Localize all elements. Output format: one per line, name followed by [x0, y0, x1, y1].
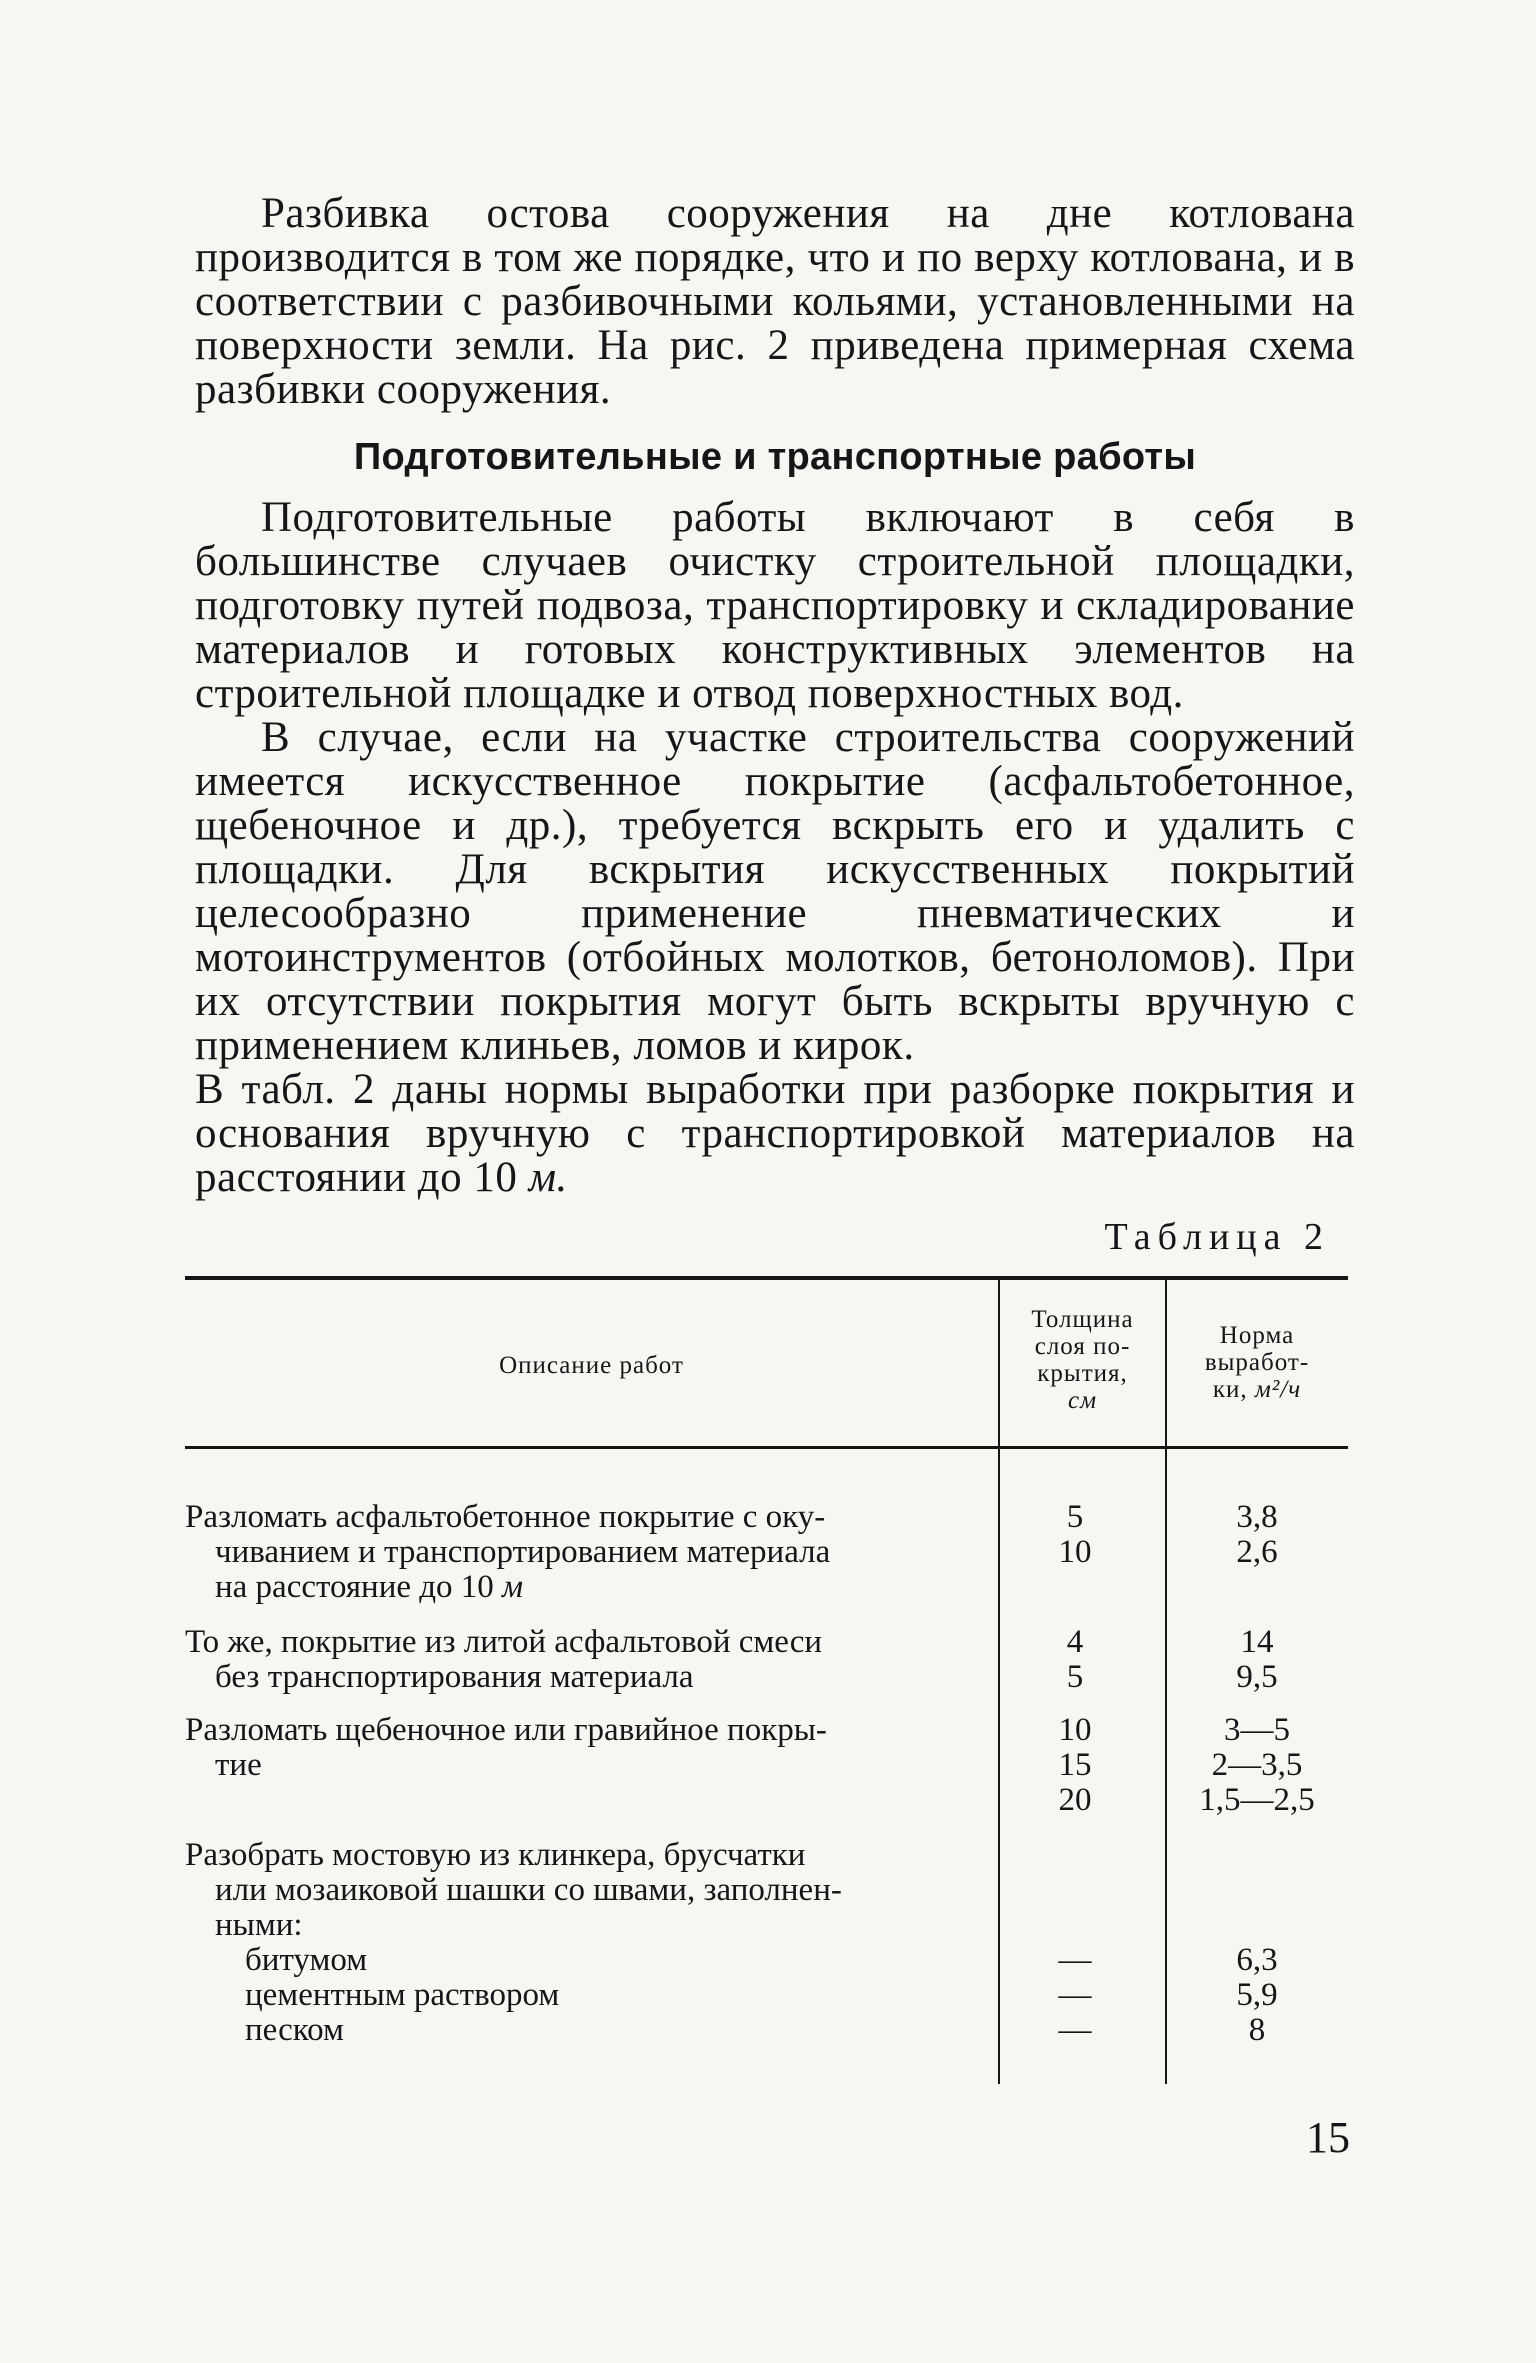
- table-row-4-sub-item: песком: [245, 2012, 344, 2048]
- table-row-4-thickness: [1000, 1943, 1150, 2048]
- table-row-4-description: [185, 1838, 975, 2048]
- header-norm-line: Норма: [1219, 1322, 1295, 1349]
- table-row-1-norm: [1167, 1500, 1347, 1570]
- table-row-2-thickness: [1000, 1625, 1150, 1695]
- norm-value: 8: [1248, 2012, 1266, 2048]
- norm-value: 3—5: [1224, 1712, 1290, 1748]
- header-norm: [1167, 1322, 1347, 1403]
- table-row-2-line: То же, покрытие из литой асфальтовой смеси: [185, 1624, 823, 1660]
- header-norm-line: выработ-: [1204, 1349, 1310, 1376]
- table-row-4-line: ными:: [215, 1907, 303, 1943]
- paragraph-3: В случае, если на участке строительства сооружений имеется искусственное покрытие (асфальтобетонное, щебеночное и др.), требуется вскрыть его и удалить с площадки. Для вскрытия искусственных покрытий целесообразно применение пневматических и мотоинструментов (отбойных молотков, бетоноломов). При их отсутствии покрытия могут быть вскрыты вручную с применением клиньев, ломов и кирок.: [195, 714, 1355, 1069]
- table-row-3-line: Разломать щебеночное или гравийное покры-: [185, 1712, 827, 1748]
- header-norm-line: ки,: [1212, 1376, 1248, 1403]
- paragraph-4-text: В табл. 2 даны нормы выработки при разборке покрытия и основания вручную с транспортировкой материалов на расстоянии до 10: [195, 1066, 1355, 1201]
- table-row-1-line: Разломать асфальтобетонное покрытие с оку-: [185, 1499, 826, 1535]
- table-row-4-line: или мозаиковой шашки со швами, заполнен-: [215, 1872, 842, 1908]
- header-norm-unit: м²/ч: [1254, 1376, 1302, 1403]
- page-number: 15: [1306, 2113, 1350, 2162]
- thickness-value: 10: [1058, 1712, 1092, 1748]
- paragraph-4-unit: м.: [528, 1154, 568, 1201]
- header-thickness: [1000, 1306, 1165, 1414]
- thickness-value: —: [1058, 1977, 1092, 2013]
- thickness-value: 20: [1058, 1782, 1092, 1818]
- norm-value: 1,5—2,5: [1199, 1782, 1315, 1818]
- thickness-value: —: [1058, 2012, 1092, 2048]
- section-heading: Подготовительные и транспортные работы: [353, 436, 1197, 478]
- table-row-1-description: [185, 1500, 975, 1605]
- thickness-value: —: [1058, 1942, 1092, 1978]
- norm-value: 2,6: [1236, 1534, 1278, 1570]
- thickness-value: 5: [1066, 1499, 1084, 1535]
- thickness-value: 5: [1066, 1659, 1084, 1695]
- thickness-value: 10: [1058, 1534, 1092, 1570]
- table-row-1-thickness: [1000, 1500, 1150, 1570]
- table-caption: Таблица 2: [1104, 1216, 1330, 1258]
- paragraph-2: Подготовительные работы включают в себя в большинстве случаев очистку строительной площадки, подготовку путей подвоза, транспортировку и складирование материалов и готовых конструктивных элементов на строительной площадке и отвод поверхностных вод.: [195, 494, 1355, 717]
- norm-value: 9,5: [1236, 1659, 1278, 1695]
- paragraph-1-block: [195, 192, 1355, 412]
- table-row-4-sub-item: цементным раствором: [245, 1977, 560, 2013]
- norm-value: 14: [1240, 1624, 1274, 1660]
- table-row-1-line: чиванием и транспортированием материала: [215, 1534, 831, 1570]
- table-row-2-line: без транспортирования материала: [215, 1659, 694, 1695]
- header-thickness-line: Толщина: [1031, 1306, 1134, 1333]
- table-row-1-line-text: на расстояние до 10: [215, 1569, 503, 1605]
- table-row-2-description: [185, 1625, 975, 1695]
- norm-value: 3,8: [1236, 1499, 1278, 1535]
- table-top-rule: [185, 1276, 1348, 1280]
- table-header-rule: [185, 1446, 1348, 1449]
- header-description: Описание работ: [499, 1352, 684, 1379]
- table-row-1-unit: м: [502, 1569, 524, 1605]
- header-thickness-unit: см: [1067, 1387, 1098, 1414]
- paragraphs-block: [195, 496, 1355, 1200]
- norm-value: 2—3,5: [1211, 1747, 1303, 1783]
- table-row-2-norm: [1167, 1625, 1347, 1695]
- table-row-3-description: [185, 1713, 975, 1783]
- thickness-value: 15: [1058, 1747, 1092, 1783]
- header-thickness-line: крытия,: [1037, 1360, 1128, 1387]
- table-row-4-norm: [1167, 1943, 1347, 2048]
- norm-value: 5,9: [1236, 1977, 1278, 2013]
- paragraph-4: [195, 1068, 1355, 1200]
- table-row-3-norm: [1167, 1713, 1347, 1818]
- norm-value: 6,3: [1236, 1942, 1278, 1978]
- table-row-4-line: Разобрать мостовую из клинкера, брусчатки: [185, 1837, 806, 1873]
- header-thickness-line: слоя по-: [1034, 1333, 1131, 1360]
- table-row-1-line: [185, 1570, 975, 1605]
- table-row-3-thickness: [1000, 1713, 1150, 1818]
- table-row-3-line: тие: [215, 1747, 262, 1783]
- paragraph-1: Разбивка остова сооружения на дне котлована производится в том же порядке, что и по верху котлована, и в соответствии с разбивочными кольями, установленными на поверхности земли. На рис. 2 приведена примерная схема разбивки сооружения.: [195, 190, 1355, 413]
- table-row-4-sub-item: битумом: [245, 1942, 368, 1978]
- thickness-value: 4: [1066, 1624, 1084, 1660]
